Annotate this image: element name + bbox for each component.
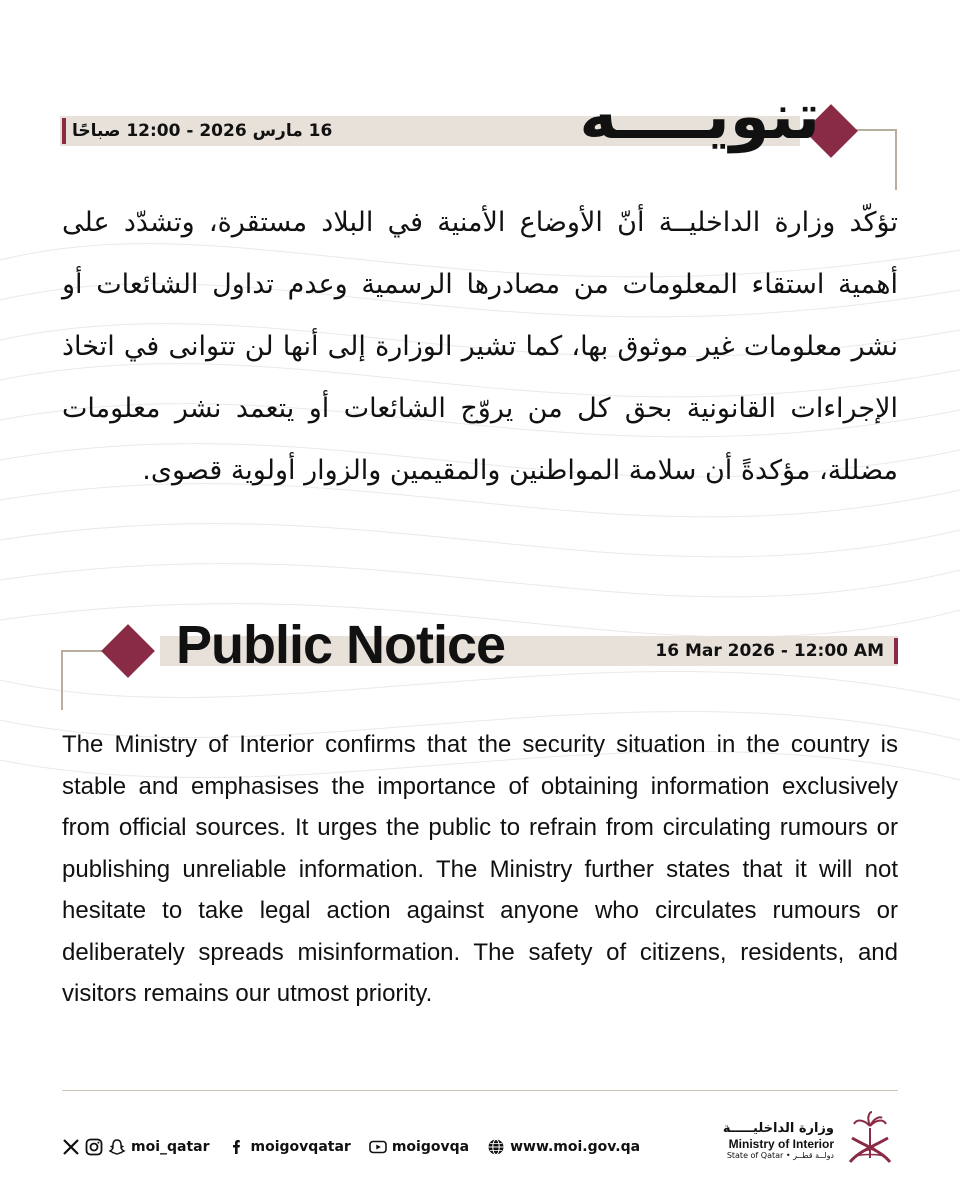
- social-group-moi-qatar: [62, 1138, 210, 1156]
- logo-text: [723, 1121, 834, 1161]
- youtube-handle[interactable]: moigovqa: [391, 1139, 470, 1155]
- instagram-icon[interactable]: [85, 1138, 103, 1156]
- youtube-icon[interactable]: [369, 1138, 387, 1156]
- footer-links: [62, 1138, 640, 1156]
- arabic-date: 16 مارس 2026 - 12:00 صباحًا: [72, 121, 333, 141]
- english-date: 16 Mar 2026 - 12:00 AM: [655, 641, 884, 661]
- ministry-logo: [723, 1108, 898, 1174]
- english-body: The Ministry of Interior confirms that the security situation in the country is stable and emphasises the importance of obtaining information exclusively from official sources. It urges the public to refrain from circulating rumours or publishing unreliable information. The Ministry further states that it will not hesitate to take legal action against anyone who circulates rumours or deliberately spreads misinformation. The safety of citizens, residents, and visitors remains our utmost priority.: [62, 731, 898, 1007]
- website-link[interactable]: www.moi.gov.qa: [510, 1139, 641, 1155]
- footer-divider: [62, 1090, 898, 1091]
- website-group: [487, 1138, 640, 1156]
- logo-name-ar: وزارة الداخليـــــة: [722, 1121, 834, 1137]
- facebook-icon[interactable]: [228, 1138, 246, 1156]
- logo-name-en: Ministry of Interior: [728, 1136, 834, 1151]
- social-group-youtube: [369, 1138, 469, 1156]
- english-date-marker: [894, 638, 898, 664]
- facebook-handle[interactable]: moigovqatar: [250, 1139, 351, 1155]
- arabic-body: تؤكّد وزارة الداخليــة أنّ الأوضاع الأمنية في البلاد مستقرة، وتشدّد على أهمية استقاء المعلومات من مصادرها الرسمية وعدم تداول الشائعات أو نشر معلومات غير موثوق بها، كما تشير الوزارة إلى أنها لن تتوانى في اتخاذ الإجراءات القانونية بحق كل من يروّج الشائعات أو يتعمد نشر معلومات مضللة، مؤكدةً أن سلامة المواطنين والمقيمين والزوار أولوية قصوى.: [62, 207, 898, 486]
- english-title: Public Notice: [176, 615, 506, 675]
- emblem-icon: [842, 1108, 898, 1174]
- social-group-facebook: [228, 1138, 351, 1156]
- snapchat-icon[interactable]: [108, 1138, 126, 1156]
- social-handle[interactable]: moi_qatar: [131, 1139, 210, 1155]
- logo-subtitle: State of Qatar • دولــة قطــر: [726, 1151, 834, 1161]
- x-icon[interactable]: [62, 1138, 80, 1156]
- globe-icon[interactable]: [487, 1138, 505, 1156]
- arabic-title: تنويــــه: [579, 80, 820, 154]
- arabic-date-marker: [62, 118, 66, 144]
